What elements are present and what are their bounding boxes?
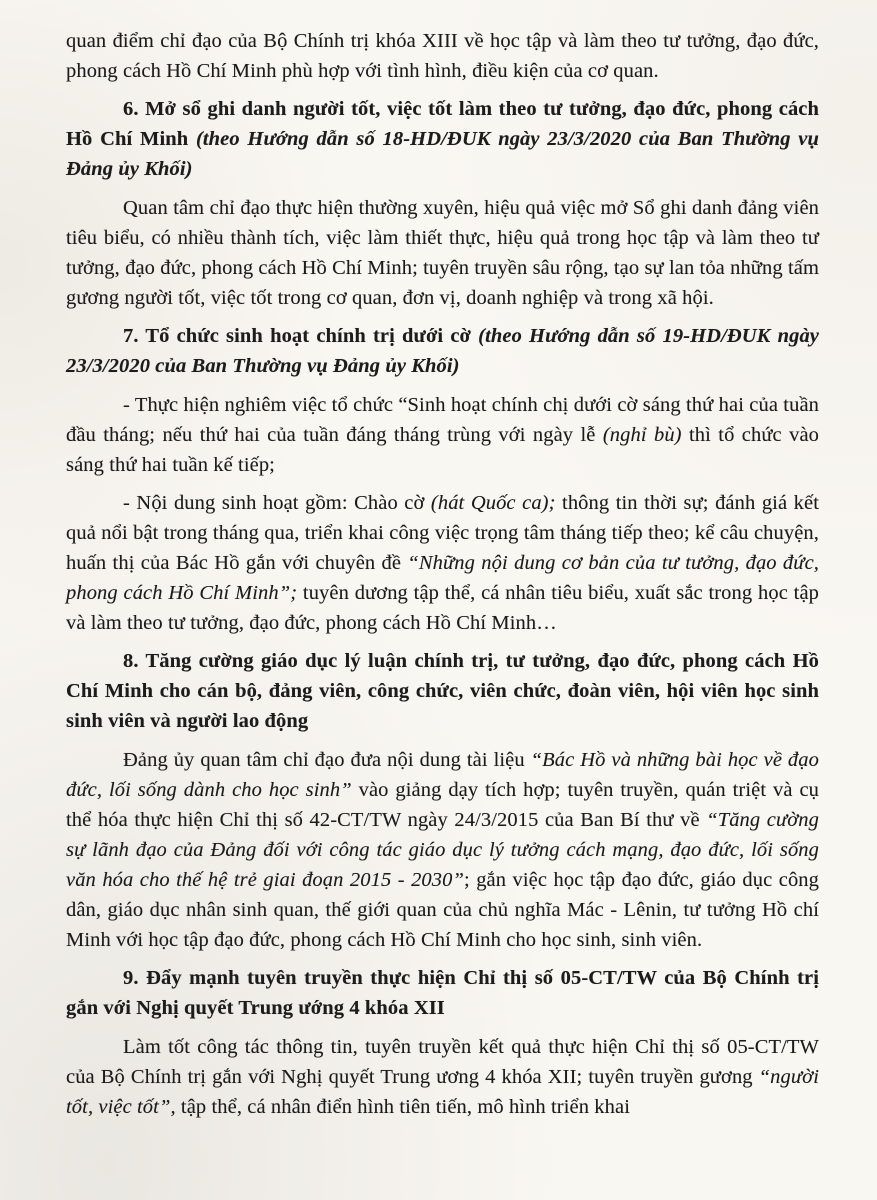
text-segment: tập thể, cá nhân điển hình tiên tiến, mô hình triển khai [175, 1096, 630, 1118]
text-segment: thông tin thời sự; đánh giá kết quả nổi bật trong tháng qua, triển khai công việc trọng tâm tháng tiếp theo; kể câu chuyện, huấn thị của Bác Hồ gắn với chuyên đề [66, 492, 819, 574]
document-content [66, 26, 819, 1122]
paragraph [66, 26, 819, 86]
section-heading [66, 321, 819, 381]
text-segment: “Bác Hồ và những bài học về đạo đức, lối sống dành cho học sinh” [66, 749, 819, 801]
text-segment: (theo Hướng dẫn số 19-HD/ĐUK ngày 23/3/2020 của Ban Thường vụ Đảng ủy Khối) [66, 325, 819, 377]
text-segment: 8. Tăng cường giáo dục lý luận chính trị, tư tưởng, đạo đức, phong cách Hồ Chí Minh cho cán bộ, đảng viên, công chức, viên chức, đoàn viên, hội viên học sinh sinh viên và người lao động [66, 650, 819, 732]
paragraph [66, 1032, 819, 1122]
paragraph [66, 193, 819, 313]
text-segment: Đảng ủy quan tâm chỉ đạo đưa nội dung tài liệu [123, 749, 531, 771]
text-segment: - Nội dung sinh hoạt gồm: Chào cờ [123, 492, 431, 514]
text-segment: Quan tâm chỉ đạo thực hiện thường xuyên, hiệu quả việc mở Sổ ghi danh đảng viên tiêu biểu, có nhiều thành tích, việc làm thiết thực, hiệu quả trong học tập và làm theo tư tưởng, đạo đức, phong cách Hồ Chí Minh; tuyên truyền sâu rộng, tạo sự lan tỏa những tấm gương người tốt, việc tốt trong cơ quan, đơn vị, doanh nghiệp và trong xã hội. [66, 197, 819, 309]
text-segment: thì tổ chức vào sáng thứ hai tuần kế tiếp; [66, 424, 819, 476]
section-heading [66, 963, 819, 1023]
text-segment: 9. Đẩy mạnh tuyên truyền thực hiện Chỉ thị số 05-CT/TW của Bộ Chính trị gắn với Nghị quyết Trung ướng 4 khóa XII [66, 967, 819, 1019]
text-segment: (nghỉ bù) [602, 424, 682, 446]
text-segment: 7. Tổ chức sinh hoạt chính trị dưới cờ [123, 325, 479, 347]
section-heading [66, 94, 819, 184]
text-segment: vào giảng dạy tích hợp; tuyên truyền, quán triệt và cụ thể hóa thực hiện Chỉ thị số 42-CT/TW ngày 24/3/2015 của Ban Bí thư về [66, 779, 819, 831]
text-segment: Làm tốt công tác thông tin, tuyên truyền kết quả thực hiện Chỉ thị số 05-CT/TW của Bộ Chính trị gắn với Nghị quyết Trung ương 4 khóa XII; tuyên truyền gương [66, 1036, 819, 1088]
text-segment: (theo Hướng dẫn số 18-HD/ĐUK ngày 23/3/2020 của Ban Thường vụ Đảng ủy Khối) [66, 128, 819, 180]
text-segment: tuyên dương tập thể, cá nhân tiêu biểu, xuất sắc trong học tập và làm theo tư tưởng, đạo đức, phong cách Hồ Chí Minh… [66, 582, 819, 634]
paragraph [66, 488, 819, 638]
text-segment: - Thực hiện nghiêm việc tổ chức “Sinh hoạt chính chị dưới cờ sáng thứ hai của tuần đầu tháng; nếu thứ hai của tuần đáng tháng trùng với ngày lễ [66, 394, 819, 446]
text-segment: “người tốt, việc tốt”, [66, 1066, 819, 1118]
text-segment: “Tăng cường sự lãnh đạo của Đảng đối với công tác giáo dục lý tưởng cách mạng, đạo đức, lối sống văn hóa cho thế hệ trẻ giai đoạn 2015 - 2030” [66, 809, 819, 891]
section-heading [66, 646, 819, 736]
text-segment: “Những nội dung cơ bản của tư tưởng, đạo đức, phong cách Hồ Chí Minh”; [66, 552, 819, 604]
text-segment: ; gắn việc học tập đạo đức, giáo dục công dân, giáo dục nhân sinh quan, thế giới quan của chủ nghĩa Mác - Lênin, tư tưởng Hồ chí Minh với học tập đạo đức, phong cách Hồ Chí Minh cho học sinh, sinh viên. [66, 869, 820, 951]
text-segment: 6. Mở sổ ghi danh người tốt, việc tốt làm theo tư tưởng, đạo đức, phong cách Hồ Chí Minh [66, 98, 819, 150]
text-segment: (hát Quốc ca); [430, 492, 556, 514]
paragraph [66, 745, 819, 955]
text-segment: quan điểm chỉ đạo của Bộ Chính trị khóa XIII về học tập và làm theo tư tưởng, đạo đức, phong cách Hồ Chí Minh phù hợp với tình hình, điều kiện của cơ quan. [66, 30, 819, 82]
paragraph [66, 390, 819, 480]
